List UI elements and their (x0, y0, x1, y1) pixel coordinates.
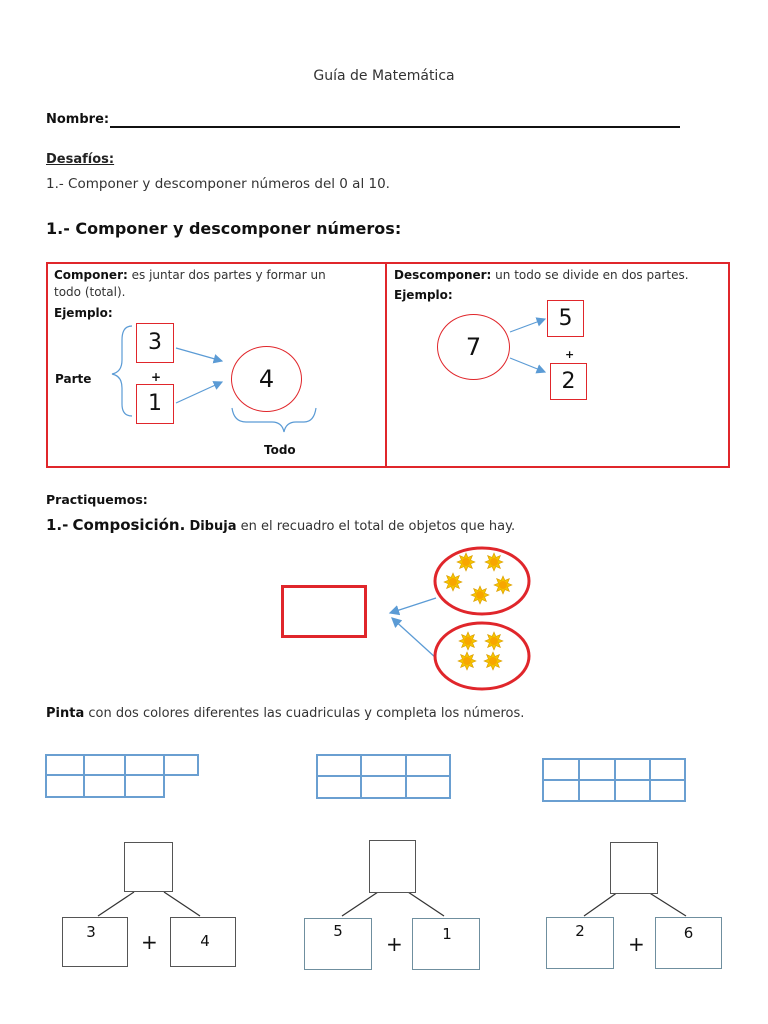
compose-part-a: 3 (136, 323, 174, 363)
sun-icon (494, 576, 512, 594)
sun-icon (458, 652, 476, 670)
grid-1-top[interactable] (45, 754, 199, 776)
whole-label: Todo (264, 443, 296, 457)
practice-heading: Practiquemos: (46, 492, 148, 507)
arrow-part-a (176, 348, 222, 361)
decompose-example-label: Ejemplo: (394, 288, 453, 302)
grid-1-bottom[interactable] (45, 774, 165, 798)
exercise-3-right-number: 6 (683, 924, 694, 942)
group-b-circle (435, 623, 529, 689)
exercise-1-left-number: 3 (86, 923, 96, 941)
decompose-plus: + (565, 348, 575, 361)
todo-brace (232, 408, 316, 432)
paint-text: con dos colores diferentes las cuadriculas y completa los números. (88, 706, 525, 721)
exercise-2-right-box[interactable] (412, 918, 480, 970)
part-label: Parte (55, 372, 92, 386)
grid-1[interactable] (45, 754, 201, 800)
challenge-item-1: 1.- Componer y descomponer números del 0 al 10. (46, 176, 390, 192)
paint-instruction (46, 706, 524, 721)
arrow-part-b (176, 382, 222, 403)
arrow-group-b (392, 618, 436, 658)
exercise-2-right-number: 1 (442, 925, 452, 943)
sun-icon (485, 553, 503, 571)
decompose-whole: 7 (437, 314, 510, 380)
instruction-verb: Dibuja (189, 519, 237, 534)
sun-icon (459, 632, 477, 650)
exercise-3-plus: + (628, 932, 645, 956)
name-input-line[interactable] (110, 126, 680, 128)
sun-icon (484, 652, 502, 670)
decompose-part-b: 2 (550, 363, 587, 400)
exercise-2-left-box[interactable] (304, 918, 372, 970)
exercise-2-total-box[interactable] (369, 840, 416, 893)
decompose-term: Descomponer: (394, 268, 492, 282)
exercise-2-left-number: 5 (333, 922, 343, 940)
practice-item-title: Composición. (72, 516, 186, 534)
exercise-3-left-number: 2 (575, 922, 585, 940)
sun-icon (471, 586, 489, 604)
arrow-to-part-b (510, 358, 545, 372)
decompose-definition-text: un todo se divide en dos partes. (495, 268, 689, 282)
practice-item-number: 1.- (46, 516, 69, 534)
grid-2[interactable] (316, 754, 451, 799)
worksheet-title: Guía de Matemática (313, 68, 455, 84)
instruction-text: en el recuadro el total de objetos que hay. (240, 519, 516, 534)
section-1-heading: 1.- Componer y descomponer números: (46, 219, 402, 238)
paint-verb: Pinta (46, 706, 85, 721)
arrow-to-part-a (510, 319, 545, 332)
name-label: Nombre: (46, 112, 110, 127)
compose-definition-line1: es juntar dos partes y formar un (131, 268, 326, 282)
answer-box[interactable] (281, 585, 367, 638)
exercise-1-left-box[interactable] (62, 917, 128, 967)
exercise-1-right-box[interactable] (170, 917, 236, 967)
decompose-part-a: 5 (547, 300, 584, 337)
exercise-2-plus: + (386, 932, 403, 956)
arrow-group-a (390, 598, 436, 613)
compose-term: Componer: (54, 268, 128, 282)
compose-plus: + (151, 370, 162, 384)
exercise-3-right-box[interactable] (655, 917, 722, 969)
exercise-3-left-box[interactable] (546, 917, 614, 969)
grid-3[interactable] (542, 758, 686, 802)
sun-icon (444, 573, 462, 591)
practice-item-1 (46, 516, 515, 534)
exercise-1-total-box[interactable] (124, 842, 173, 892)
exercise-1-right-number: 4 (200, 932, 210, 950)
part-brace (112, 326, 132, 416)
compose-diagram (46, 262, 383, 462)
compose-part-b: 1 (136, 384, 174, 424)
exercise-1-plus: + (141, 930, 158, 954)
tree-lines (0, 890, 768, 920)
sun-icon (485, 632, 503, 650)
compose-example-label: Ejemplo: (54, 306, 113, 320)
exercise-3-total-box[interactable] (610, 842, 658, 894)
sun-icon (457, 553, 475, 571)
compose-whole: 4 (231, 346, 302, 412)
decompose-diagram (385, 262, 726, 462)
challenges-heading: Desafíos: (46, 152, 115, 167)
compose-definition-line2: todo (total). (54, 285, 126, 299)
composition-diagram (360, 540, 540, 700)
